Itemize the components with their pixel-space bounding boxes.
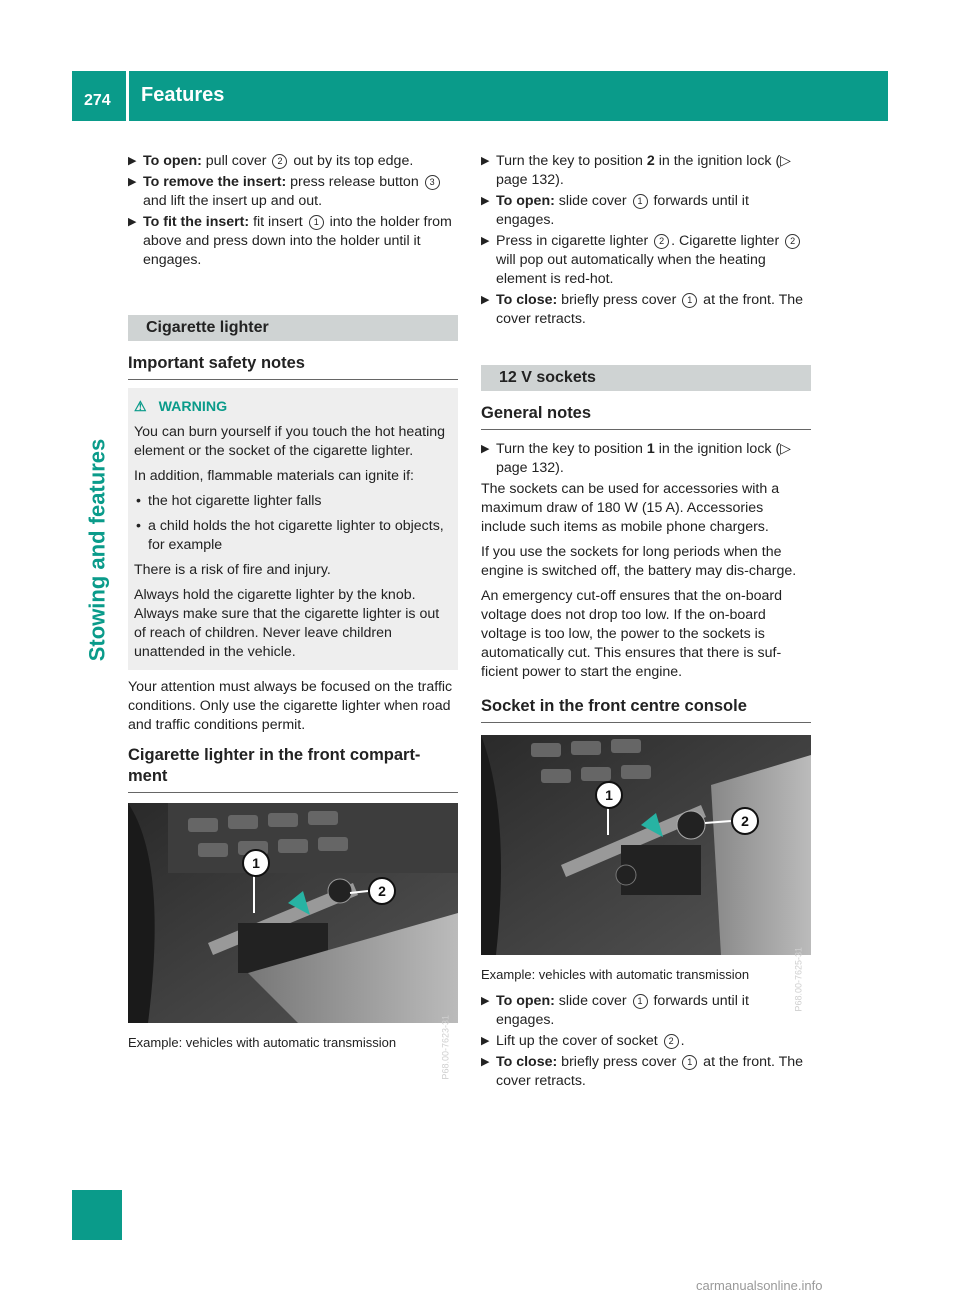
item-label: To open:	[496, 993, 555, 1009]
callout-number: 2	[785, 234, 800, 249]
item-text: press release button	[286, 174, 423, 190]
instruction-item	[128, 213, 458, 270]
side-tab-label-wrap	[72, 370, 122, 730]
warning-title	[134, 398, 448, 417]
section-title: 12 V sockets	[481, 365, 811, 391]
item-text: fit insert	[249, 214, 307, 230]
item-label: 1	[646, 441, 655, 457]
item-label: To open:	[496, 193, 555, 209]
item-label: To open:	[143, 153, 202, 169]
arrow-icon: ▶	[481, 294, 490, 306]
callout-number: 1	[682, 1055, 697, 1070]
arrow-icon: ▶	[128, 176, 137, 188]
figure-caption: Example: vehicles with automatic transmission	[128, 1035, 397, 1050]
arrow-icon: ▶	[481, 443, 490, 455]
item-label: To remove the insert:	[143, 174, 287, 190]
paragraph: If you use the sockets for long periods when the engine is switched off, the battery may dis-charge.	[481, 544, 797, 579]
item-text: slide cover	[554, 193, 631, 209]
paragraph: The sockets can be used for accessories with a maximum draw of 180 W (15 A). Accessories include such items as mobile phone chargers.	[481, 481, 780, 535]
watermark: carmanualsonline.info	[696, 1278, 823, 1293]
side-tab-label: Stowing and features	[84, 438, 110, 662]
warning-text: In addition, flammable materials can ignite if:	[134, 468, 414, 484]
callout-number: 1	[633, 994, 648, 1009]
bullet-icon: •	[136, 518, 141, 534]
item-text: in the ignition lock (▷ page 132).	[496, 153, 792, 188]
arrow-icon: ▶	[481, 235, 490, 247]
item-label: 2	[646, 153, 655, 169]
warning-text: There is a risk of fire and injury.	[134, 562, 331, 578]
list-item-text: a child holds the hot cigarette lighter to objects, for example	[148, 518, 444, 553]
item-text: briefly press cover	[557, 1054, 681, 1070]
right-column	[481, 152, 811, 1093]
item-text: . Cigarette lighter	[671, 233, 784, 249]
warning-icon: ⚠	[134, 399, 147, 415]
subheading: Important safety notes	[128, 353, 458, 380]
socket-illustration	[481, 735, 811, 955]
callout-2: 2	[368, 877, 396, 905]
item-text: and lift the insert up and out.	[143, 193, 323, 209]
item-text: forwards until it engages.	[496, 193, 749, 228]
list-item-text: the hot cigarette lighter falls	[148, 493, 322, 509]
instruction-item	[481, 1053, 811, 1091]
item-text: at the front. The cover retracts.	[496, 1054, 804, 1089]
list-item	[134, 517, 448, 555]
item-text: will pop out automatically when the heating element is red-hot.	[496, 252, 766, 287]
item-text: briefly press cover	[557, 292, 681, 308]
arrow-icon: ▶	[481, 1056, 490, 1068]
arrow-icon: ▶	[481, 1035, 490, 1047]
warning-label: WARNING	[158, 399, 228, 415]
arrow-icon: ▶	[128, 155, 137, 167]
item-text: Press in cigarette lighter	[496, 233, 653, 249]
instruction-item	[481, 232, 811, 289]
item-text: forwards until it engages.	[496, 993, 749, 1028]
page-title: Features	[141, 84, 225, 106]
callout-number: 3	[425, 175, 440, 190]
warning-box	[128, 388, 458, 670]
instruction-item	[481, 152, 811, 190]
subheading: Cigarette lighter in the front compart-ment	[128, 745, 458, 793]
paragraph: Your attention must always be focused on the traffic conditions. Only use the cigarette lighter when road and traffic conditions permit.	[128, 679, 453, 733]
instruction-item	[481, 1032, 811, 1051]
subheading: General notes	[481, 403, 811, 430]
arrow-icon: ▶	[481, 195, 490, 207]
left-column	[128, 152, 458, 1080]
instruction-item	[481, 192, 811, 230]
item-text: at the front. The cover retracts.	[496, 292, 804, 327]
instruction-item	[481, 992, 811, 1030]
instruction-item	[481, 440, 811, 478]
arrow-icon: ▶	[481, 995, 490, 1007]
bullet-icon: •	[136, 493, 141, 509]
callout-number: 2	[272, 154, 287, 169]
console-illustration	[128, 803, 458, 1023]
subheading: Socket in the front centre console	[481, 696, 811, 723]
list-item	[134, 492, 448, 511]
instruction-item	[128, 173, 458, 211]
callout-number: 1	[682, 293, 697, 308]
item-text: into the holder from above and press down into the holder until it engages.	[143, 214, 452, 268]
item-text: Turn the key to position	[496, 441, 647, 457]
side-tab-marker	[72, 1190, 122, 1240]
item-label: To close:	[496, 292, 558, 308]
instruction-item	[481, 291, 811, 329]
warning-text: You can burn yourself if you touch the hot heating element or the socket of the cigarette lighter.	[134, 424, 446, 459]
item-label: To close:	[496, 1054, 558, 1070]
figure-caption: Example: vehicles with automatic transmission	[481, 967, 750, 982]
callout-1: 1	[242, 849, 270, 877]
arrow-icon: ▶	[481, 155, 490, 167]
item-text: .	[680, 1033, 685, 1049]
item-text: out by its top edge.	[289, 153, 414, 169]
item-label: To fit the insert:	[143, 214, 250, 230]
warning-text: Always hold the cigarette lighter by the knob. Always make sure that the cigarette lighter is out of reach of children. Never leave children unattended in the vehicle.	[134, 587, 440, 660]
callout-number: 1	[309, 215, 324, 230]
section-title: Cigarette lighter	[128, 315, 458, 341]
callout-number: 1	[633, 194, 648, 209]
figure-code: P68.00-7625-31	[794, 947, 804, 1012]
header-divider	[126, 71, 129, 121]
item-text: slide cover	[554, 993, 631, 1009]
callout-number: 2	[664, 1034, 679, 1049]
callout-2: 2	[731, 807, 759, 835]
item-text: in the ignition lock (▷ page 132).	[496, 441, 792, 476]
callout-1: 1	[595, 781, 623, 809]
page-number: 274	[84, 92, 111, 109]
item-text: pull cover	[201, 153, 271, 169]
item-text: Lift up the cover of socket	[496, 1033, 662, 1049]
instruction-item	[128, 152, 458, 171]
paragraph: An emergency cut-off ensures that the on-board voltage does not drop too low. If the on-board voltage is too low, the power to the sockets is automatically cut. This ensures that there is suf-ficient power to start the engine.	[481, 588, 783, 680]
figure-code: P68.00-7623-31	[441, 1015, 451, 1080]
item-text: Turn the key to position	[496, 153, 647, 169]
arrow-icon: ▶	[128, 216, 137, 228]
callout-number: 2	[654, 234, 669, 249]
